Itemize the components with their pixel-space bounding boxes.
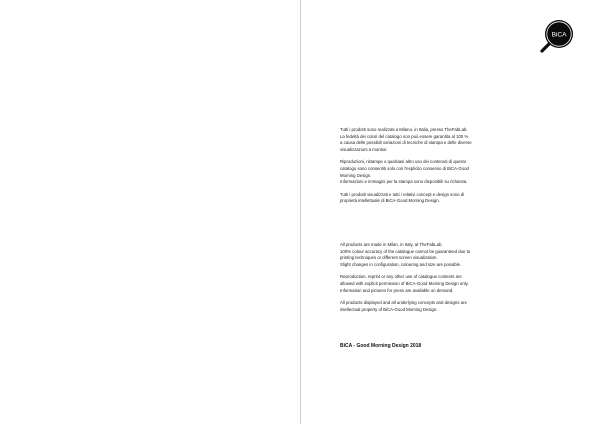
english-notice xyxy=(340,242,540,319)
magnifier-logo-icon xyxy=(538,18,576,56)
italian-notice xyxy=(340,127,540,211)
logo-text: BiCA xyxy=(551,31,567,39)
copyright-footer: BiCA - Good Morning Design 2018 xyxy=(340,343,422,349)
logo-handle xyxy=(542,44,549,51)
italian-paragraph-production: Tutti i prodotti sono realizzati a Milano, in Italia, presso TheFabLab. La fedeltà dei colori del catalogo non può essere garantita al 100 % a causa delle possibili variazioni di tecniche di stampa e delle diverse visualizzazioni a monitor. xyxy=(340,127,472,153)
italian-paragraph-reproduction: Riproduzioni, ristampe o qualsiasi altro uso dei contenuti di questo catalogo sono consentiti solo con l'esplicito consenso di BiCA-Good Morning Design. Informazioni e immagini per la stampa sono disponibili su richiesta. xyxy=(340,159,469,185)
english-paragraph-property: All products displayed and all underlying concepts and designs are intellectual property of BiCA-Good Morning Design. xyxy=(340,299,467,312)
english-paragraph-reproduction: Reproduction, reprint or any other use of catalogue contents are allowed with explicit permission of BiCA-Good Morning Design only. Information and pictures for press are available on demand. xyxy=(340,274,469,293)
right-page xyxy=(301,0,600,424)
italian-paragraph-property: Tutti i prodotti visualizzati e tutti i relativi concept e design sono di proprietà intellettuale di BiCA-Good Morning Design. xyxy=(340,191,465,204)
english-paragraph-production: All products are made in Milan, in Italy, at TheFabLab. 100% colour accuracy of the catalogue cannot be guaranteed due to printing techniques or different screen visualization. Slight changes in configuration, colouring and size are possible. xyxy=(340,242,471,268)
